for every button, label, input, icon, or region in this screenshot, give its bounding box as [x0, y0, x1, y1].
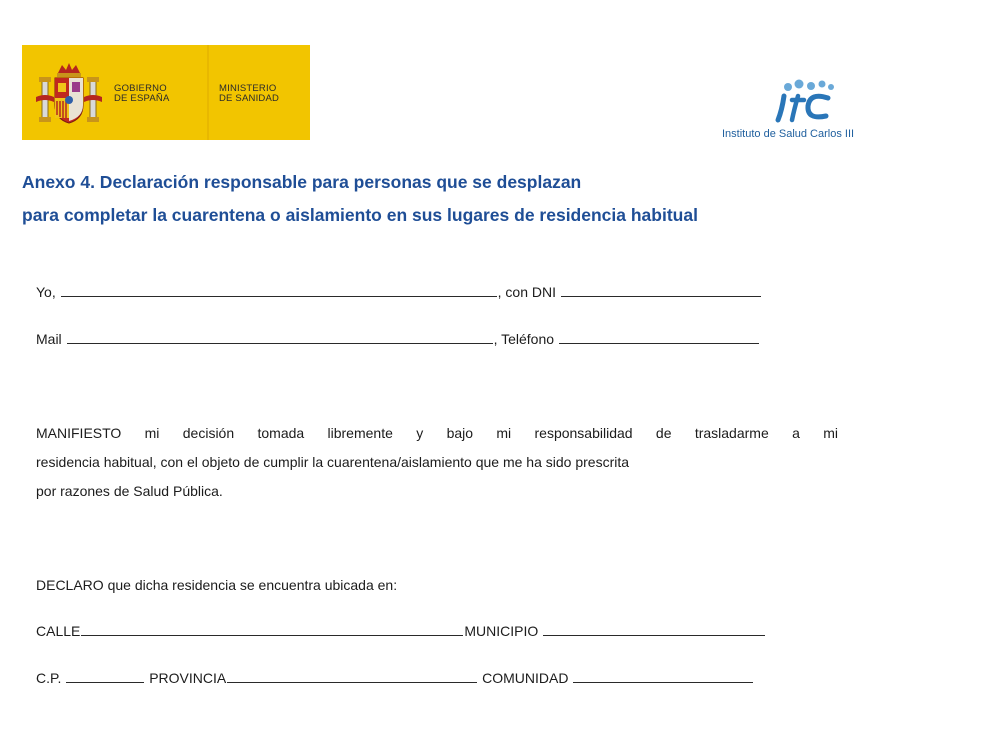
comunidad-field[interactable]: [573, 670, 753, 683]
manifiesto-line-3: por razones de Salud Pública.: [36, 483, 223, 499]
dni-label: , con DNI: [497, 284, 556, 300]
yo-dni-row: [36, 284, 762, 300]
gobierno-label: GOBIERNO DE ESPAÑA: [114, 83, 170, 104]
provincia-label: PROVINCIA: [149, 670, 227, 686]
yo-label: Yo,: [36, 284, 56, 300]
ministerio-label: MINISTERIO DE SANIDAD: [219, 83, 280, 104]
institute-name: Instituto de Salud Carlos III: [722, 128, 855, 140]
comunidad-label: COMUNIDAD: [482, 670, 569, 686]
calle-field[interactable]: [81, 623, 463, 636]
cp-label: C.P.: [36, 670, 62, 686]
mail-label: Mail: [36, 331, 62, 347]
manifiesto-line-2: residencia habitual, con el objeto de cumplir la cuarentena/aislamiento que me ha sido prescrita: [36, 454, 630, 470]
municipio-label: MUNICIPIO: [464, 623, 539, 639]
cp-field[interactable]: [66, 670, 144, 683]
banner-divider: [207, 45, 209, 140]
name-field[interactable]: [61, 284, 497, 297]
document-title-line-2: para completar la cuarentena o aislamiento en sus lugares de residencia habitual: [22, 205, 698, 225]
mail-telefono-row: [36, 331, 760, 347]
declaro-text: DECLARO que dicha residencia se encuentra ubicada en:: [36, 577, 398, 593]
coat-of-arms-icon: [36, 59, 102, 127]
calle-municipio-row: [36, 623, 766, 639]
isc-logo-icon: [770, 78, 840, 124]
cp-provincia-comunidad-row: [36, 670, 754, 686]
provincia-field[interactable]: [227, 670, 477, 683]
dni-field[interactable]: [561, 284, 761, 297]
manifiesto-line-1: MANIFIESTO mi decisión tomada libremente y bajo mi responsabilidad de trasladarme a mi: [36, 425, 838, 441]
document-title-line-1: Anexo 4. Declaración responsable para personas que se desplazan: [22, 172, 582, 192]
municipio-field[interactable]: [543, 623, 765, 636]
calle-label: CALLE: [36, 623, 81, 639]
telefono-field[interactable]: [559, 331, 759, 344]
telefono-label: , Teléfono: [493, 331, 555, 347]
manifiesto-paragraph: [36, 419, 838, 506]
gobierno-banner: [22, 45, 310, 140]
mail-field[interactable]: [67, 331, 493, 344]
